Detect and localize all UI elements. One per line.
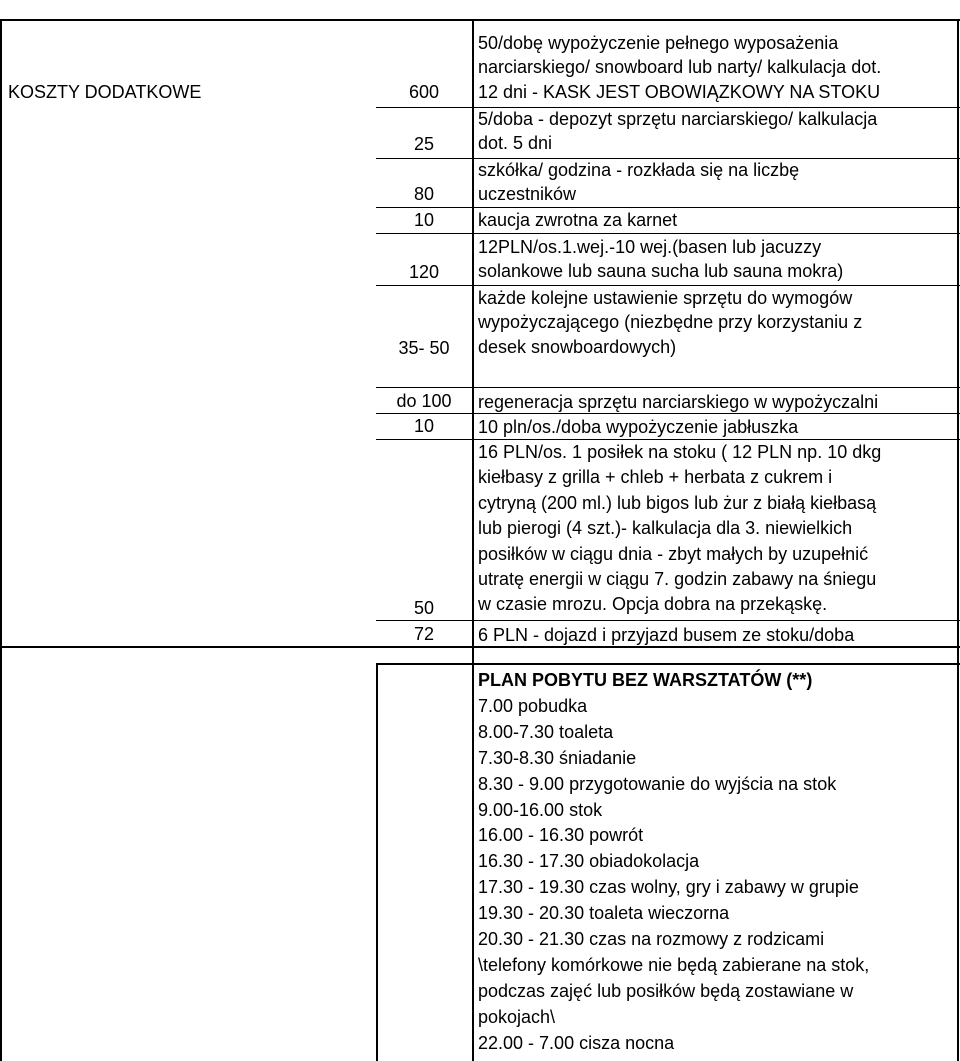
description-line: desek snowboardowych)	[478, 336, 677, 357]
plan-item-line: 20.30 - 21.30 czas na rozmowy z rodzicami	[478, 929, 825, 950]
amount-cell: 35- 50	[398, 338, 450, 358]
description-line: solankowe lub sauna sucha lub sauna mokra)	[478, 261, 844, 282]
description-line: utratę energii w ciągu 7. godzin zabawy na śniegu	[478, 569, 877, 590]
amount-cell: do 100	[396, 391, 452, 411]
description-cell	[478, 107, 877, 156]
description-cell	[478, 31, 881, 104]
amount-cell: 600	[408, 82, 440, 102]
description-cell	[478, 286, 862, 359]
description-line: 12PLN/os.1.wej.-10 wej.(basen lub jacuzzy	[478, 237, 822, 257]
description-line: posiłków w ciągu dnia - zbyt małych by uzupełnić	[478, 543, 869, 564]
row-separator	[376, 620, 960, 621]
outer-right-line	[957, 19, 959, 1061]
description-line: uczestników	[478, 184, 577, 205]
amount-cell: 72	[413, 624, 435, 644]
description-line: kiełbasy z grilla + chleb + herbata z cukrem i	[478, 467, 833, 488]
col-amount-left-line	[376, 663, 378, 1061]
description-line: 12 dni - KASK JEST OBOWIĄZKOWY NA STOKU	[478, 81, 881, 102]
description-cell	[478, 390, 878, 414]
plan-item: 19.30 - 20.30 toaleta wieczorna	[478, 903, 730, 924]
plan-item: 7.00 pobudka	[478, 695, 588, 716]
amount-cell: 10	[413, 416, 435, 436]
description-line: narciarskiego/ snowboard lub narty/ kalkulacja dot.	[478, 57, 882, 78]
outer-left-line	[0, 19, 2, 1061]
amount-cell: 10	[413, 210, 435, 230]
plan-title: PLAN POBYTU BEZ WARSZTATÓW (**)	[478, 670, 813, 690]
amount-cell: 80	[413, 184, 435, 204]
description-line: szkółka/ godzina - rozkłada się na liczbę	[478, 160, 800, 180]
plan-top-line	[376, 663, 960, 665]
description-line: 6 PLN - dojazd i przyjazd busem ze stoku/doba	[478, 625, 855, 645]
plan-item: 8.00-7.30 toaleta	[478, 721, 614, 742]
costs-label: KOSZTY DODATKOWE	[8, 82, 202, 102]
description-line: 5/doba - depozyt sprzętu narciarskiego/ kalkulacja	[478, 109, 878, 129]
description-line: wypożyczającego (niezbędne przy korzystaniu z	[478, 312, 863, 333]
row-separator	[376, 233, 960, 234]
description-line: kaucja zwrotna za karnet	[478, 210, 678, 230]
description-cell	[478, 623, 854, 647]
description-cell	[478, 415, 798, 439]
description-cell	[478, 208, 677, 232]
plan-item: 9.00-16.00 stok	[478, 799, 603, 820]
plan-item: 8.30 - 9.00 przygotowanie do wyjścia na stok	[478, 773, 837, 794]
plan-item: 22.00 - 7.00 cisza nocna	[478, 1032, 675, 1053]
col-amount-right-line	[472, 19, 474, 1061]
outer-top-line	[0, 19, 960, 21]
description-cell	[478, 440, 881, 618]
row-separator	[376, 387, 960, 388]
plan-item-line: pokojach\	[478, 1006, 556, 1027]
plan-item: 7.30-8.30 śniadanie	[478, 747, 637, 768]
description-cell	[478, 235, 843, 284]
description-line: 50/dobę wypożyczenie pełnego wyposażenia	[478, 33, 839, 53]
plan-item-line: podczas zajęć lub posiłków będą zostawiane w	[478, 980, 854, 1001]
description-line: regeneracja sprzętu narciarskiego w wypożyczalni	[478, 392, 879, 412]
plan-item: 17.30 - 19.30 czas wolny, gry i zabawy w grupie	[478, 877, 859, 898]
plan-item: 16.30 - 17.30 obiadokolacja	[478, 851, 700, 872]
amount-cell: 50	[413, 598, 435, 618]
description-line: cytryną (200 ml.) lub bigos lub żur z białą kiełbasą	[478, 492, 877, 513]
description-cell	[478, 158, 799, 207]
description-line: w czasie mrozu. Opcja dobra na przekąskę.	[478, 594, 828, 615]
amount-cell: 25	[413, 134, 435, 154]
description-line: lub pierogi (4 szt.)- kalkulacja dla 3. niewielkich	[478, 518, 853, 539]
description-line: 16 PLN/os. 1 posiłek na stoku ( 12 PLN np. 10 dkg	[478, 442, 882, 462]
description-line: każde kolejne ustawienie sprzętu do wymogów	[478, 288, 853, 308]
amount-cell: 120	[408, 262, 440, 282]
description-line: dot. 5 dni	[478, 133, 553, 154]
plan-item-multiline	[478, 927, 869, 1031]
plan-section	[478, 668, 869, 1057]
plan-item-line: \telefony komórkowe nie będą zabierane na stok,	[478, 954, 870, 975]
plan-item: 16.00 - 16.30 powrót	[478, 825, 644, 846]
description-line: 10 pln/os./doba wypożyczenie jabłuszka	[478, 417, 799, 437]
